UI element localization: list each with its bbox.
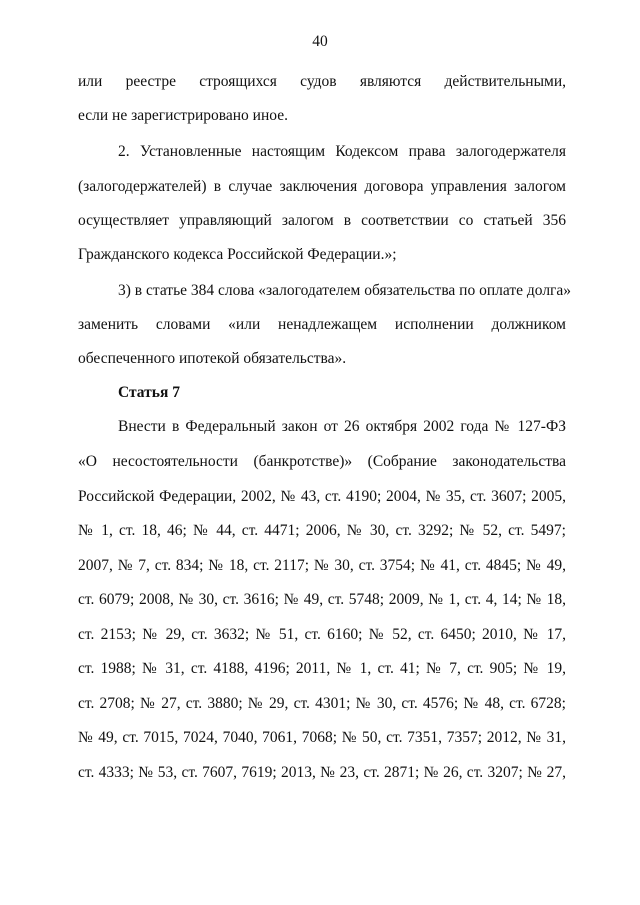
text-line: Внести в Федеральный закон от 26 октября 2002 года № 127-ФЗ [118,418,566,435]
text-line: (залогодержателей) в случае заключения договора управления залогом [78,178,566,195]
text-line: ст. 1988; № 31, ст. 4188, 4196; 2011, № 1, ст. 41; № 7, ст. 905; № 19, [78,660,566,677]
text-line: № 49, ст. 7015, 7024, 7040, 7061, 7068; № 50, ст. 7351, 7357; 2012, № 31, [78,729,566,746]
text-line: обеспеченного ипотекой обязательства». [78,350,347,367]
text-line: если не зарегистрировано иное. [78,107,288,124]
article-heading: Статья 7 [118,384,180,401]
text-line: ст. 2708; № 27, ст. 3880; № 29, ст. 4301; № 30, ст. 4576; № 48, ст. 6728; [78,695,566,712]
text-line: или реестре строящихся судов являются действительными, [78,73,566,90]
text-line: осуществляет управляющий залогом в соответствии со статьей 356 [78,212,566,229]
text-line: «О несостоятельности (банкротстве)» (Собрание законодательства [78,453,566,470]
text-line: 2. Установленные настоящим Кодексом права залогодержателя [118,143,566,160]
text-line: Российской Федерации, 2002, № 43, ст. 4190; 2004, № 35, ст. 3607; 2005, [78,488,566,505]
text-line: ст. 2153; № 29, ст. 3632; № 51, ст. 6160; № 52, ст. 6450; 2010, № 17, [78,626,566,643]
text-line: Гражданского кодекса Российской Федерации.»; [78,246,397,263]
text-line: заменить словами «или ненадлежащем исполнении должником [78,316,566,333]
text-line: ст. 6079; 2008, № 30, ст. 3616; № 49, ст. 5748; 2009, № 1, ст. 4, 14; № 18, [78,591,566,608]
text-line: 2007, № 7, ст. 834; № 18, ст. 2117; № 30, ст. 3754; № 41, ст. 4845; № 49, [78,557,566,574]
text-line: № 1, ст. 18, 46; № 44, ст. 4471; 2006, № 30, ст. 3292; № 52, ст. 5497; [78,522,566,539]
text-line: 3) в статье 384 слова «залогодателем обязательства по оплате долга» [118,282,572,299]
text-line: ст. 4333; № 53, ст. 7607, 7619; 2013, № 23, ст. 2871; № 26, ст. 3207; № 27, [78,764,566,781]
page-number: 40 [312,33,328,50]
